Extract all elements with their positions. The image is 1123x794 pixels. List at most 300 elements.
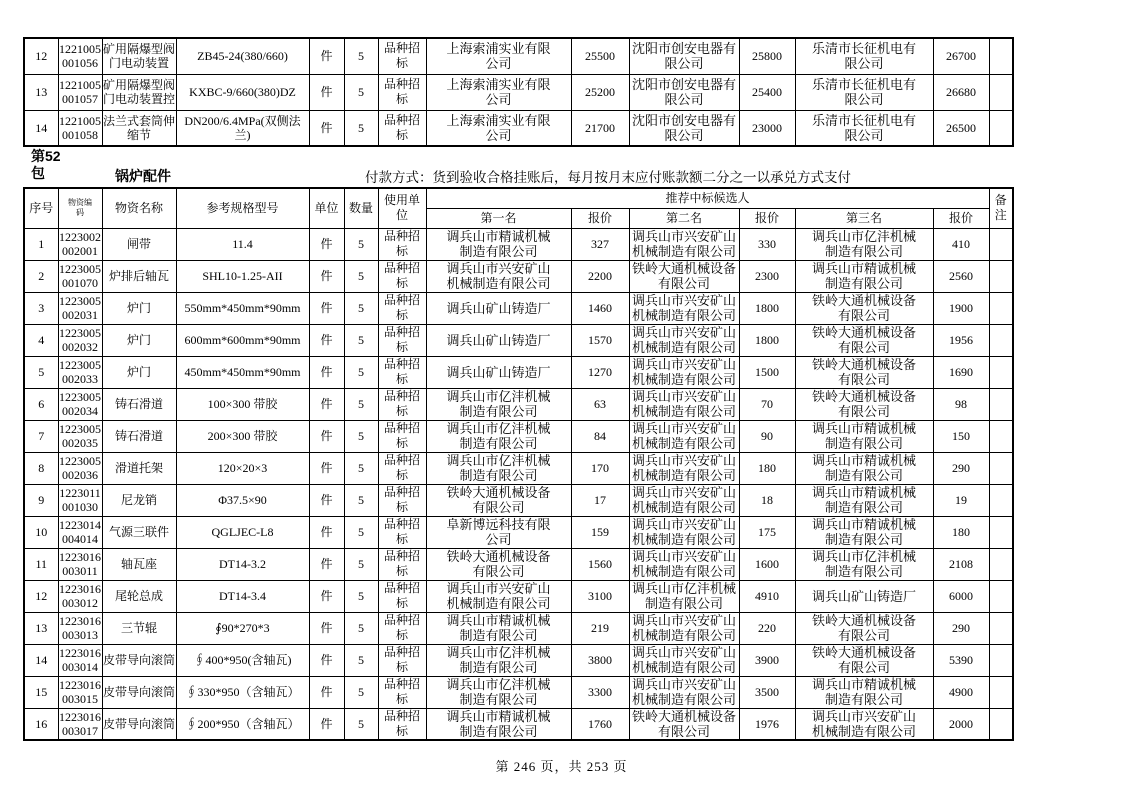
previous-package-table: [23, 37, 1014, 147]
material-code-line: 1223011: [59, 486, 101, 500]
material-code-cell: [58, 580, 102, 612]
company-name: 调兵山市兴安矿山机械制造有限公司: [631, 645, 736, 675]
candidate-3-cell: [795, 580, 933, 612]
candidate-2-cell: [629, 356, 739, 388]
material-code-line: 1223005: [59, 326, 101, 340]
unit-cell: 件: [309, 110, 344, 146]
quantity-cell: 5: [344, 548, 378, 580]
seq-cell: 8: [24, 452, 58, 484]
candidate-2-cell: [629, 548, 739, 580]
company-name: 调兵山矿山铸造厂: [446, 332, 551, 348]
unit-cell: 件: [309, 356, 344, 388]
candidate-1-cell: [426, 612, 571, 644]
unit-cell: 件: [309, 388, 344, 420]
bidding-method-cell: [378, 484, 426, 516]
header-price-2: 报价: [739, 208, 795, 228]
material-name-cell: 三节辊: [102, 612, 176, 644]
material-code-cell: [58, 548, 102, 580]
spec-model-cell: ∮400*950(含轴瓦): [176, 644, 309, 676]
company-name: 阜新博远科技有限公司: [446, 517, 551, 547]
candidate-1-cell: [426, 708, 571, 740]
header-remark: [989, 188, 1013, 228]
candidate-3-cell: [795, 356, 933, 388]
material-code-line: 1223016: [59, 582, 101, 596]
table-row: [24, 548, 1013, 580]
candidate-3-cell: [795, 292, 933, 324]
remark-cell: [989, 484, 1013, 516]
company-name: 调兵山矿山铸造厂: [446, 364, 551, 380]
table-row: [24, 260, 1013, 292]
company-name: 调兵山市精诚机械制造有限公司: [811, 677, 916, 707]
candidate-2-cell: [629, 676, 739, 708]
package-number: [31, 148, 61, 182]
page-number-footer: 第 246 页，共 253 页: [495, 759, 628, 774]
company-name: 调兵山市兴安矿山机械制造有限公司: [631, 517, 736, 547]
header-material-code-text: 物资编码: [68, 198, 92, 218]
bidding-method-cell: [378, 74, 426, 110]
material-name-cell: 炉排后轴瓦: [102, 260, 176, 292]
bidding-method: 品种招标: [383, 485, 420, 514]
candidate-2-cell: [629, 292, 739, 324]
price-2-cell: 220: [739, 612, 795, 644]
candidate-3-cell: [795, 228, 933, 260]
unit-cell: 件: [309, 644, 344, 676]
company-name: 上海索浦实业有限公司: [446, 112, 551, 143]
material-code-line: 1223005: [59, 422, 101, 436]
bidding-method-cell: [378, 356, 426, 388]
candidate-3-cell: [795, 484, 933, 516]
spec-model-cell: KXBC-9/660(380)DZ: [176, 74, 309, 110]
unit-cell: 件: [309, 228, 344, 260]
company-name: 调兵山市精诚机械制造有限公司: [446, 613, 551, 643]
company-name: 乐清市长征机电有限公司: [811, 112, 916, 143]
company-name: 调兵山市亿沣机械制造有限公司: [446, 677, 551, 707]
candidate-2-cell: [629, 38, 739, 74]
price-1-cell: 1460: [571, 292, 629, 324]
bidding-method: 品种招标: [383, 517, 420, 546]
material-code-line: 002035: [62, 436, 98, 450]
company-name: 调兵山市亿沣机械制造有限公司: [446, 453, 551, 483]
table-row: [24, 74, 1013, 110]
company-name: 乐清市长征机电有限公司: [811, 77, 916, 107]
table-row: [24, 356, 1013, 388]
company-name: 铁岭大通机械设备有限公司: [631, 261, 736, 291]
bidding-method-cell: [378, 580, 426, 612]
quantity-cell: 5: [344, 580, 378, 612]
material-name-cell: 滑道托架: [102, 452, 176, 484]
seq-cell: 6: [24, 388, 58, 420]
company-name: 调兵山市兴安矿山机械制造有限公司: [446, 581, 551, 611]
candidate-2-cell: [629, 484, 739, 516]
remark-cell: [989, 676, 1013, 708]
unit-cell: 件: [309, 484, 344, 516]
material-code-cell: [58, 612, 102, 644]
candidate-2-cell: [629, 644, 739, 676]
candidate-3-cell: [795, 260, 933, 292]
table-row: [24, 420, 1013, 452]
quantity-cell: 5: [344, 516, 378, 548]
candidate-2-cell: [629, 420, 739, 452]
remark-cell: [989, 74, 1013, 110]
material-code-line: 003015: [62, 692, 98, 706]
seq-cell: 10: [24, 516, 58, 548]
bidding-method-cell: [378, 452, 426, 484]
company-name: 铁岭大通机械设备有限公司: [446, 549, 551, 579]
remark-cell: [989, 38, 1013, 74]
candidate-1-cell: [426, 548, 571, 580]
seq-cell: 5: [24, 356, 58, 388]
material-name-cell: 矿用隔爆型阀门电动装置控: [102, 74, 176, 110]
candidate-2-cell: [629, 110, 739, 146]
material-code-line: 004014: [62, 532, 98, 546]
quantity-cell: 5: [344, 676, 378, 708]
price-2-cell: 1500: [739, 356, 795, 388]
price-3-cell: 26500: [933, 110, 989, 146]
remark-cell: [989, 420, 1013, 452]
table-row: [24, 324, 1013, 356]
material-code-line: 1221005: [59, 113, 101, 128]
price-3-cell: 26700: [933, 38, 989, 74]
quantity-cell: 5: [344, 356, 378, 388]
price-2-cell: 330: [739, 228, 795, 260]
price-3-cell: 290: [933, 612, 989, 644]
price-2-cell: 23000: [739, 110, 795, 146]
candidate-3-cell: [795, 38, 933, 74]
spec-model-cell: 600mm*600mm*90mm: [176, 324, 309, 356]
company-name: 调兵山市兴安矿山机械制造有限公司: [631, 613, 736, 643]
quantity-cell: 5: [344, 708, 378, 740]
price-1-cell: 25500: [571, 38, 629, 74]
table-row: [24, 452, 1013, 484]
spec-model-cell: DT14-3.4: [176, 580, 309, 612]
price-1-cell: 1570: [571, 324, 629, 356]
material-code-line: 003011: [62, 564, 98, 578]
candidate-2-cell: [629, 260, 739, 292]
bidding-method: 品种招标: [383, 645, 420, 674]
candidate-3-cell: [795, 516, 933, 548]
table-row: [24, 38, 1013, 74]
material-code-cell: [58, 356, 102, 388]
package-number-line1: 第52: [31, 148, 61, 164]
candidate-2-cell: [629, 388, 739, 420]
company-name: 调兵山市兴安矿山机械制造有限公司: [446, 261, 551, 291]
company-name: 调兵山市精诚机械制造有限公司: [811, 517, 916, 547]
spec-model-cell: 550mm*450mm*90mm: [176, 292, 309, 324]
unit-cell: 件: [309, 74, 344, 110]
bidding-method: 品种招标: [383, 293, 420, 322]
table-row: [24, 110, 1013, 146]
company-name: 调兵山市亿沣机械制造有限公司: [446, 645, 551, 675]
material-code-line: 002036: [62, 468, 98, 482]
package-52-table: [23, 187, 1014, 741]
material-code-line: 002033: [62, 372, 98, 386]
table-row: [24, 580, 1013, 612]
seq-cell: 12: [24, 38, 58, 74]
price-1-cell: 3100: [571, 580, 629, 612]
seq-cell: 13: [24, 74, 58, 110]
company-name: 调兵山市兴安矿山机械制造有限公司: [631, 549, 736, 579]
remark-cell: [989, 452, 1013, 484]
material-code-line: 001056: [62, 56, 98, 71]
spec-model-cell: 11.4: [176, 228, 309, 260]
header-unit: 单位: [309, 188, 344, 228]
material-code-line: 1223002: [59, 230, 101, 244]
table-row: [24, 228, 1013, 260]
company-name: 调兵山矿山铸造厂: [446, 300, 551, 316]
material-code-line: 1223005: [59, 454, 101, 468]
header-material-code: [58, 188, 102, 228]
material-code-cell: [58, 676, 102, 708]
remark-cell: [989, 388, 1013, 420]
package-number-line2: 包: [31, 165, 45, 181]
unit-cell: 件: [309, 324, 344, 356]
header-first-place: 第一名: [426, 208, 571, 228]
package-name: 锅炉配件: [115, 168, 171, 184]
material-name-cell: 尼龙销: [102, 484, 176, 516]
material-code-line: 1223014: [59, 518, 101, 532]
header-remark-text: 备注: [994, 193, 1007, 223]
company-name: 上海索浦实业有限公司: [446, 41, 551, 72]
material-name-cell: 铸石滑道: [102, 420, 176, 452]
price-1-cell: 327: [571, 228, 629, 260]
quantity-cell: 5: [344, 74, 378, 110]
candidate-3-cell: [795, 644, 933, 676]
header-price-1: 报价: [571, 208, 629, 228]
bidding-method: 品种招标: [383, 453, 420, 482]
material-code-line: 003017: [62, 723, 98, 738]
candidate-2-cell: [629, 452, 739, 484]
price-1-cell: 1760: [571, 708, 629, 740]
bidding-method-cell: [378, 292, 426, 324]
candidate-1-cell: [426, 292, 571, 324]
seq-cell: 3: [24, 292, 58, 324]
spec-model-cell: 200×300 带胶: [176, 420, 309, 452]
unit-cell: 件: [309, 292, 344, 324]
material-code-cell: [58, 38, 102, 74]
company-name: 铁岭大通机械设备有限公司: [811, 645, 916, 675]
price-1-cell: 159: [571, 516, 629, 548]
candidate-1-cell: [426, 260, 571, 292]
material-code-line: 1221005: [59, 42, 101, 57]
bidding-method-cell: [378, 388, 426, 420]
company-name: 调兵山矿山铸造厂: [811, 588, 916, 604]
company-name: 铁岭大通机械设备有限公司: [811, 357, 916, 387]
remark-cell: [989, 708, 1013, 740]
price-3-cell: 5390: [933, 644, 989, 676]
unit-cell: 件: [309, 676, 344, 708]
unit-cell: 件: [309, 420, 344, 452]
spec-model-cell: ZB45-24(380/660): [176, 38, 309, 74]
table-row: [24, 388, 1013, 420]
candidate-2-cell: [629, 580, 739, 612]
material-code-cell: [58, 110, 102, 146]
header-third-place: 第三名: [795, 208, 933, 228]
price-1-cell: 84: [571, 420, 629, 452]
candidate-1-cell: [426, 74, 571, 110]
remark-cell: [989, 110, 1013, 146]
material-code-line: 1223016: [59, 678, 101, 692]
remark-cell: [989, 548, 1013, 580]
candidate-2-cell: [629, 324, 739, 356]
price-3-cell: 150: [933, 420, 989, 452]
bidding-method: 品种招标: [383, 325, 420, 354]
price-2-cell: 70: [739, 388, 795, 420]
unit-cell: 件: [309, 580, 344, 612]
seq-cell: 2: [24, 260, 58, 292]
quantity-cell: 5: [344, 644, 378, 676]
spec-model-cell: DT14-3.2: [176, 548, 309, 580]
price-2-cell: 25800: [739, 38, 795, 74]
price-3-cell: 410: [933, 228, 989, 260]
material-name-cell: 闸带: [102, 228, 176, 260]
company-name: 调兵山市亿沣机械制造有限公司: [631, 581, 736, 611]
bidding-method-cell: [378, 324, 426, 356]
price-2-cell: 18: [739, 484, 795, 516]
price-1-cell: 21700: [571, 110, 629, 146]
header-quantity: 数量: [344, 188, 378, 228]
company-name: 乐清市长征机电有限公司: [811, 41, 916, 72]
candidate-1-cell: [426, 324, 571, 356]
header-candidates: 推荐中标候选人: [426, 188, 989, 208]
candidate-2-cell: [629, 516, 739, 548]
material-code-line: 002034: [62, 404, 98, 418]
bidding-method: 品种招标: [383, 229, 420, 258]
remark-cell: [989, 292, 1013, 324]
material-code-line: 003013: [62, 628, 98, 642]
spec-model-cell: ∮90*270*3: [176, 612, 309, 644]
candidate-3-cell: [795, 612, 933, 644]
price-2-cell: 3500: [739, 676, 795, 708]
table-row: [24, 484, 1013, 516]
bidding-method-cell: [378, 676, 426, 708]
remark-cell: [989, 324, 1013, 356]
quantity-cell: 5: [344, 388, 378, 420]
bidding-method-cell: [378, 260, 426, 292]
bidding-method: 品种招标: [383, 357, 420, 386]
company-name: 沈阳市创安电器有限公司: [631, 41, 736, 72]
remark-cell: [989, 580, 1013, 612]
seq-cell: 13: [24, 612, 58, 644]
quantity-cell: 5: [344, 38, 378, 74]
material-code-line: 001070: [62, 276, 98, 290]
company-name: 调兵山市兴安矿山机械制造有限公司: [811, 708, 916, 739]
price-2-cell: 1800: [739, 292, 795, 324]
seq-cell: 11: [24, 548, 58, 580]
company-name: 调兵山市兴安矿山机械制造有限公司: [631, 677, 736, 707]
price-3-cell: 2560: [933, 260, 989, 292]
price-2-cell: 25400: [739, 74, 795, 110]
price-3-cell: 6000: [933, 580, 989, 612]
header-user-unit: [378, 188, 426, 228]
bidding-method: 品种招标: [383, 41, 420, 71]
candidate-1-cell: [426, 420, 571, 452]
company-name: 铁岭大通机械设备有限公司: [811, 325, 916, 355]
spec-model-cell: 100×300 带胶: [176, 388, 309, 420]
seq-cell: 12: [24, 580, 58, 612]
bidding-method-cell: [378, 516, 426, 548]
company-name: 调兵山市兴安矿山机械制造有限公司: [631, 325, 736, 355]
unit-cell: 件: [309, 452, 344, 484]
price-1-cell: 170: [571, 452, 629, 484]
price-1-cell: 3300: [571, 676, 629, 708]
candidate-2-cell: [629, 708, 739, 740]
unit-cell: 件: [309, 38, 344, 74]
price-2-cell: 1800: [739, 324, 795, 356]
table-row: [24, 292, 1013, 324]
bidding-method: 品种招标: [383, 581, 420, 610]
company-name: 调兵山市亿沣机械制造有限公司: [446, 389, 551, 419]
bidding-method-cell: [378, 548, 426, 580]
material-code-line: 002032: [62, 340, 98, 354]
company-name: 铁岭大通机械设备有限公司: [811, 613, 916, 643]
company-name: 调兵山市亿沣机械制造有限公司: [446, 421, 551, 451]
company-name: 上海索浦实业有限公司: [446, 77, 551, 107]
candidate-3-cell: [795, 708, 933, 740]
unit-cell: 件: [309, 708, 344, 740]
price-3-cell: 180: [933, 516, 989, 548]
company-name: 铁岭大通机械设备有限公司: [811, 293, 916, 323]
header-price-3: 报价: [933, 208, 989, 228]
candidate-3-cell: [795, 548, 933, 580]
price-1-cell: 17: [571, 484, 629, 516]
table-row: [24, 516, 1013, 548]
candidate-3-cell: [795, 676, 933, 708]
seq-cell: 1: [24, 228, 58, 260]
seq-cell: 14: [24, 110, 58, 146]
bidding-method-cell: [378, 110, 426, 146]
table-header: [24, 188, 1013, 228]
header-seq: 序号: [24, 188, 58, 228]
company-name: 调兵山市精诚机械制造有限公司: [811, 421, 916, 451]
payment-terms: 付款方式：货到验收合格挂账后，每月按月末应付账款额二分之一以承兑方式支付: [365, 170, 851, 185]
material-code-line: 1223016: [59, 646, 101, 660]
header-spec-model: 参考规格型号: [176, 188, 309, 228]
company-name: 调兵山市精诚机械制造有限公司: [811, 453, 916, 483]
remark-cell: [989, 612, 1013, 644]
price-1-cell: 219: [571, 612, 629, 644]
seq-cell: 9: [24, 484, 58, 516]
material-code-cell: [58, 74, 102, 110]
material-code-cell: [58, 260, 102, 292]
candidate-2-cell: [629, 74, 739, 110]
bidding-method: 品种招标: [383, 421, 420, 450]
bidding-method: 品种招标: [383, 708, 420, 738]
company-name: 沈阳市创安电器有限公司: [631, 77, 736, 107]
company-name: 沈阳市创安电器有限公司: [631, 112, 736, 143]
spec-model-cell: ∮200*950（含轴瓦）: [176, 708, 309, 740]
price-2-cell: 3900: [739, 644, 795, 676]
candidate-1-cell: [426, 356, 571, 388]
bidding-method: 品种招标: [383, 677, 420, 706]
company-name: 调兵山市精诚机械制造有限公司: [811, 261, 916, 291]
material-name-cell: 炉门: [102, 292, 176, 324]
company-name: 调兵山市亿沣机械制造有限公司: [811, 549, 916, 579]
material-code-line: 1223016: [59, 550, 101, 564]
price-2-cell: 1600: [739, 548, 795, 580]
quantity-cell: 5: [344, 612, 378, 644]
candidate-1-cell: [426, 38, 571, 74]
material-name-cell: 轴瓦座: [102, 548, 176, 580]
material-code-line: 1223005: [59, 294, 101, 308]
price-3-cell: 290: [933, 452, 989, 484]
bidding-method-cell: [378, 644, 426, 676]
price-1-cell: 1560: [571, 548, 629, 580]
remark-cell: [989, 516, 1013, 548]
spec-model-cell: QGLJEC-L8: [176, 516, 309, 548]
material-code-line: 003014: [62, 660, 98, 674]
price-1-cell: 3800: [571, 644, 629, 676]
price-2-cell: 2300: [739, 260, 795, 292]
